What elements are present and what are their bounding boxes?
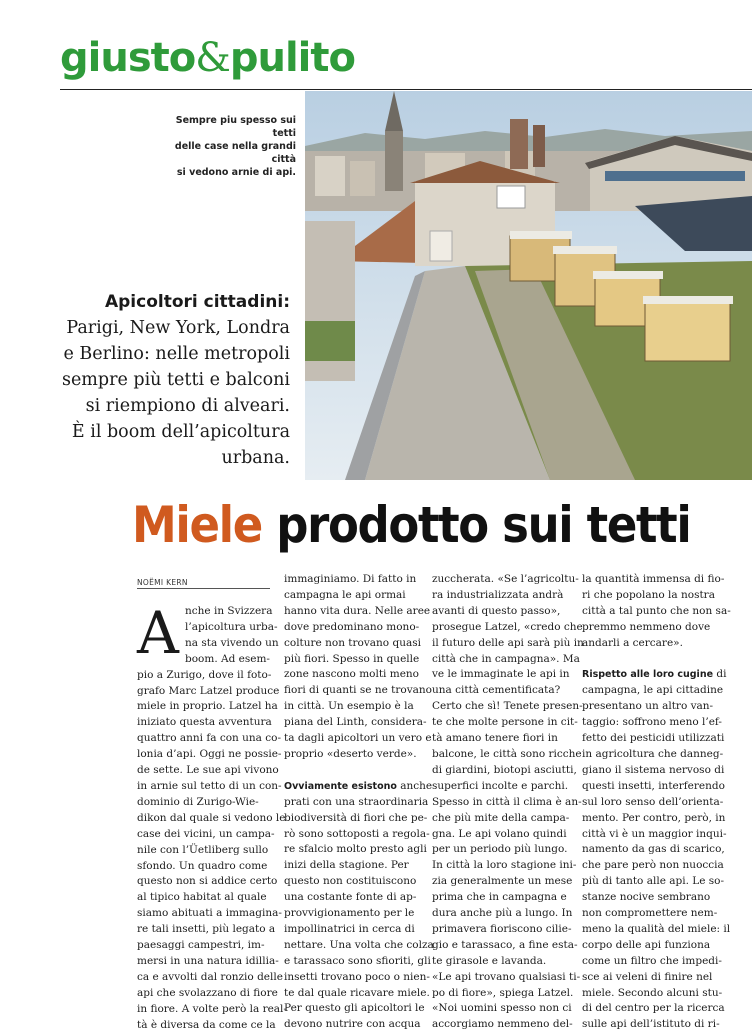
article-text-line: impollinatrici in cerca di <box>284 922 415 935</box>
kicker-line: È il boom dell’apicoltura <box>71 422 290 442</box>
article-text-line: paesaggi campestri, im- <box>137 939 265 952</box>
article-text-line: una costante fonte di ap- <box>284 891 417 904</box>
article-text-line: pio a Zurigo, dove il foto- <box>137 668 272 681</box>
article-text-line: quattro anni fa con una co- <box>137 732 282 745</box>
article-text-line: accorgiamo nemmeno del- <box>432 1018 573 1031</box>
article-text-line: te dal quale ricavare miele. <box>284 986 430 999</box>
article-text-line: per un periodo più lungo. <box>432 843 568 856</box>
masthead-word-1: giusto <box>60 35 196 81</box>
article-text-line: api che svolazzano di fiore <box>137 986 278 999</box>
article-text-line: questi insetti, interferendo <box>582 779 725 792</box>
article-text-line: re sfalcio molto presto agli <box>284 843 427 856</box>
article-text-line: che pare però non nuoccia <box>582 859 724 872</box>
article-text-line: nche in Svizzera <box>185 605 273 617</box>
article-text-line: miele. Secondo alcuni stu- <box>582 986 723 999</box>
article-text-line: città a tal punto che non sa- <box>582 604 731 617</box>
article-text-line: campagna le api ormai <box>284 588 406 601</box>
article-text-line: gna. Le api volano quindi <box>432 827 567 840</box>
headline-highlight: Miele <box>132 496 262 554</box>
article-text-line: gio e tarassaco, a fine esta- <box>432 938 578 951</box>
article-text-line: ta dagli apicoltori un vero e <box>284 732 432 745</box>
article-text-line: dikon dal quale si vedono le <box>137 811 286 824</box>
article-text-line: come un filtro che impedi- <box>582 954 722 967</box>
article-text-line: proprio «deserto verde». <box>284 747 417 760</box>
article-text-line: al tipico habitat al quale <box>137 891 267 904</box>
article-text-line: prima che in campagna e <box>432 891 567 904</box>
article-text-line: non compromettere nem- <box>582 907 718 920</box>
article-text-line: mento. Per contro, però, in <box>582 811 726 824</box>
masthead-rule <box>60 89 752 90</box>
article-text-line: primavera fioriscono cilie- <box>432 922 572 935</box>
article-text-line: Rispetto alle loro cugine di <box>582 668 727 681</box>
paragraph-lead-in: Rispetto alle loro cugine <box>582 669 714 681</box>
article-text-line: devono nutrire con acqua <box>284 1018 421 1031</box>
article-text-line: balcone, le città sono ricche <box>432 747 582 760</box>
article-text-line: sce ai veleni di finire nel <box>582 970 713 983</box>
article-column-4 <box>582 572 731 1033</box>
article-text-line: po di fiore», spiega Latzel. <box>432 986 574 999</box>
article-text-line: siamo abituati a immagina- <box>137 907 282 920</box>
article-text-line: grafo Marc Latzel produce <box>137 684 280 697</box>
article-text-line: di del centro per la ricerca <box>582 1002 725 1015</box>
article-text-line: immaginiamo. Di fatto in <box>284 573 417 585</box>
headline-rest: prodotto sui tetti <box>276 496 691 554</box>
article-text-line: che più mite della campa- <box>432 811 570 824</box>
article-text-line: andarli a cercare». <box>582 636 683 649</box>
article-text-line: stanze nocive sembrano <box>582 891 711 904</box>
article-text-line: zia generalmente un mese <box>432 875 573 888</box>
article-text-line: meno la qualità del miele: il <box>582 922 731 935</box>
article-text-line: sfondo. Un quadro come <box>137 859 268 872</box>
article-text-line: avanti di questo passo», <box>432 604 561 617</box>
kicker-lead: Apicoltori cittadini: <box>104 292 290 312</box>
article-text-line: Ovviamente esistono anche <box>284 779 433 792</box>
article-text-line: te girasole e lavanda. <box>432 954 547 967</box>
section-masthead <box>60 35 355 81</box>
paragraph-lead-in: Ovviamente esistono <box>284 780 397 792</box>
kicker-line: e Berlino: nelle metropoli <box>63 344 290 364</box>
article-text-line: inizi della stagione. Per <box>284 859 409 872</box>
article-kicker <box>60 289 290 471</box>
kicker-line: urbana. <box>221 448 290 468</box>
article-text-line: «Noi uomini spesso non ci <box>432 1002 572 1015</box>
article-text-line: questo non si addice certo <box>137 875 278 888</box>
article-text-line <box>284 763 418 779</box>
article-text-line: Per questo gli apicoltori le <box>284 1002 425 1015</box>
article-text-line: dura anche più a lungo. In <box>432 907 573 920</box>
article-text-line: te che molte persone in cit- <box>432 716 578 729</box>
article-text-line: fiori di quanti se ne trovano <box>284 684 432 697</box>
article-text-line: città vi è un maggior inqui- <box>582 827 727 840</box>
article-text-line: case dei vicini, un campa- <box>137 827 275 840</box>
article-text-line: lonia d’api. Oggi ne possie- <box>137 748 282 761</box>
article-column-2 <box>284 572 434 1033</box>
article-text-line: sul loro senso dell’orienta- <box>582 795 724 808</box>
article-text-line: in fiore. A volte però la real- <box>137 1002 287 1015</box>
article-text-line: sulle api dell’istituto di ri- <box>582 1018 720 1031</box>
article-text-line: l’apicoltura urba- <box>185 620 278 633</box>
article-text-line: provvigionamento per le <box>284 907 415 920</box>
byline: NOËMI KERN <box>137 578 188 587</box>
article-text-line: colture non trovano quasi <box>284 636 421 649</box>
article-text-line: dominio di Zurigo-Wie- <box>137 795 259 808</box>
article-text-line: mersi in una natura idillia- <box>137 954 279 967</box>
article-text-line: una città cementificata? <box>432 684 561 697</box>
article-text-line: ra industrializzata andrà <box>432 588 564 601</box>
article-text-line: giano il sistema nervoso di <box>582 763 725 776</box>
article-text-line: tà è diversa da come ce la <box>137 1018 276 1031</box>
article-headline <box>132 496 691 554</box>
article-text-line: na sta vivendo un <box>185 636 279 649</box>
article-text-line: in arnie sul tetto di un con- <box>137 779 282 792</box>
article-text-line: zuccherata. «Se l’agricoltu- <box>432 573 579 585</box>
article-text-line: iniziato questa avventura <box>137 716 272 729</box>
photo-caption <box>150 114 296 179</box>
article-text-line: città che in campagna». Ma <box>432 652 580 665</box>
article-text-line: re tali insetti, più legato a <box>137 923 276 936</box>
article-text-line: miele in proprio. Latzel ha <box>137 700 278 713</box>
masthead-ampersand: & <box>195 35 230 81</box>
article-text-line: superfici incolte e parchi. <box>432 779 569 792</box>
kicker-line: si riempiono di alveari. <box>85 396 290 416</box>
article-text-line: rò sono sottoposti a regola- <box>284 827 430 840</box>
article-text-line: dove predominano mono- <box>284 620 420 633</box>
article-text-line: più fiori. Spesso in quelle <box>284 652 420 665</box>
kicker-line: Parigi, New York, Londra <box>66 318 290 338</box>
article-text-line: nile con l’Üetliberg sullo <box>137 843 269 856</box>
photo-caption-line: si vedono arnie di api. <box>176 167 296 178</box>
article-text-line: boom. Ad esem- <box>185 652 270 665</box>
article-text-line: insetti trovano poco o nien- <box>284 970 430 983</box>
article-text-line: In città la loro stagione ini- <box>432 859 577 872</box>
article-text-line: questo non costituiscono <box>284 875 417 888</box>
article-text-line: più di tanto alle api. Le so- <box>582 875 725 888</box>
article-text-line: biodiversità di fiori che pe- <box>284 811 428 824</box>
article-text-line: in città. Un esempio è la <box>284 700 414 713</box>
article-text-line: ri che popolano la nostra <box>582 588 715 601</box>
article-text-line: premmo nemmeno dove <box>582 620 711 633</box>
article-text-line: corpo delle api funziona <box>582 938 711 951</box>
photo-caption-line: delle case nella grandi città <box>174 141 296 165</box>
photo-caption-line: Sempre piu spesso sui tetti <box>175 115 296 139</box>
masthead-word-2: pulito <box>229 35 355 81</box>
drop-cap: A <box>137 599 179 667</box>
article-text-line: Spesso in città il clima è an- <box>432 795 582 808</box>
article-column-3 <box>432 572 584 1033</box>
article-text-line: la quantità immensa di fio- <box>582 573 725 585</box>
article-text-line: fetto dei pesticidi utilizzati <box>582 732 725 745</box>
byline-rule <box>137 588 270 589</box>
article-text-line: campagna, le api cittadine <box>582 684 724 697</box>
article-text-line: «Le api trovano qualsiasi ti- <box>432 970 581 983</box>
kicker-line: sempre più tetti e balconi <box>61 370 290 390</box>
article-column-1 <box>137 599 287 1033</box>
article-text-line: presentano un altro van- <box>582 700 714 713</box>
article-text-line: tà amano tenere fiori in <box>432 732 558 745</box>
article-text-line: de sette. Le sue api vivono <box>137 764 279 777</box>
article-text-line: e tarassaco sono sfioriti, gli <box>284 954 431 967</box>
article-text-line: prosegue Latzel, «credo che <box>432 620 583 633</box>
rooftop-beehives-photo <box>305 91 752 480</box>
article-text-line: taggio: soffrono meno l’ef- <box>582 716 722 729</box>
article-text-line: di giardini, biotopi asciutti, <box>432 763 577 776</box>
article-text-line <box>582 652 716 668</box>
article-text-line: il futuro delle api sarà più in <box>432 636 584 649</box>
article-text-line: ve le immaginate le api in <box>432 668 570 681</box>
article-text-line: zone nascono molti meno <box>284 668 420 681</box>
article-text-line: Certo che sì! Tenete presen- <box>432 700 583 713</box>
article-text-line: namento da gas di scarico, <box>582 843 725 856</box>
article-text-line: in agricoltura che danneg- <box>582 747 724 760</box>
article-text-line: hanno vita dura. Nelle aree <box>284 604 431 617</box>
article-text-line: prati con una straordinaria <box>284 795 429 808</box>
article-text-line: nettare. Una volta che colza <box>284 938 434 951</box>
article-text-line: piana del Linth, considera- <box>284 716 427 729</box>
article-text-line: ca e avvolti dal ronzio delle <box>137 970 283 983</box>
